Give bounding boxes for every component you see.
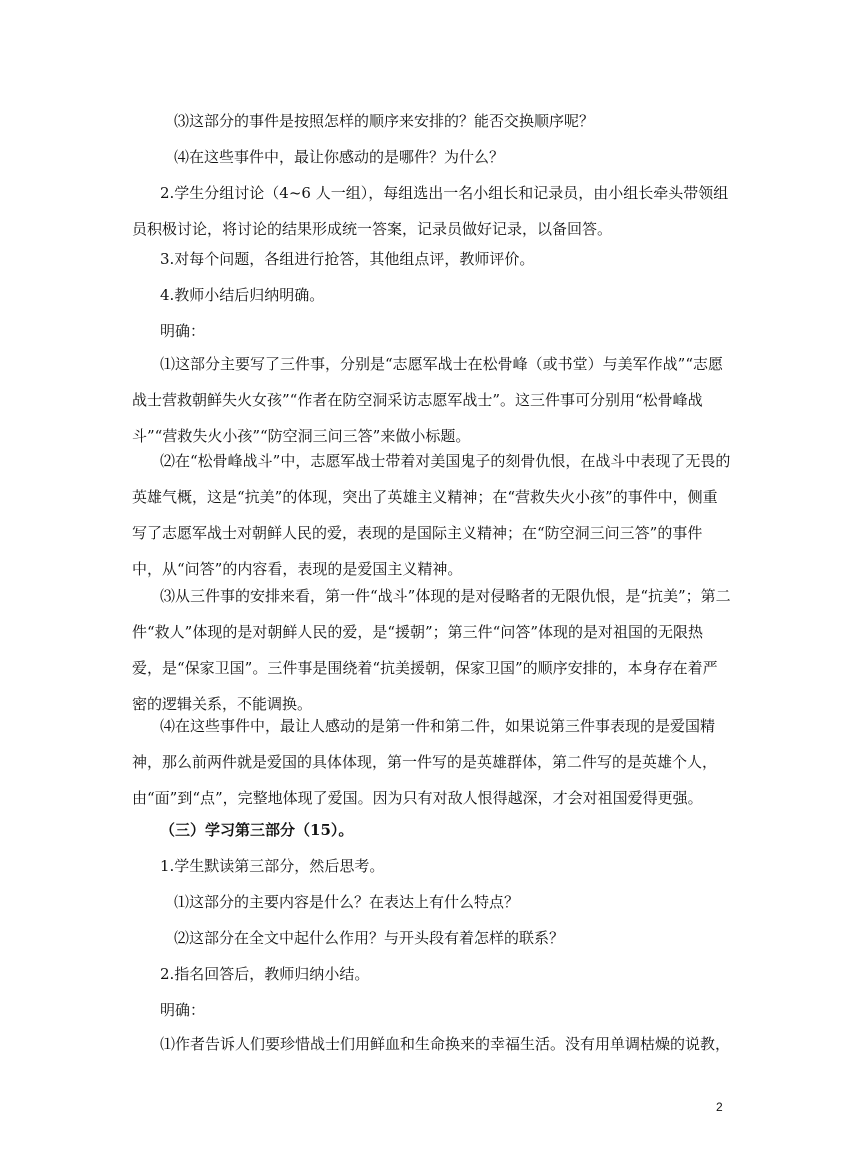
answer-2: ⑵在“松骨峰战斗”中，志愿军战士带着对美国鬼子的刻骨仇恨，在战斗中表现了无畏的英雄气概，这是“抗美”的体现，突出了英雄主义精神；在“营救失火小孩”的事件中，侧重写了志愿军战士对朝鲜人民的爱，表现的是国际主义精神；在“防空洞三问三答”的事件中，从“问答”的内容看，表现的是爱国主义精神。 bbox=[132, 452, 731, 578]
answer-4: ⑷在这些事件中，最让人感动的是第一件和第二件，如果说第三件事表现的是爱国精神，那么前两件就是爱国的具体体现，第一件写的是英雄群体，第二件写的是英雄个人，由“面”到“点”，完整地体现了爱国。因为只有对敌人恨得越深，才会对祖国爱得更强。 bbox=[132, 717, 718, 807]
clarification-label: 明确： bbox=[160, 322, 206, 340]
clarification-label-2: 明确： bbox=[160, 1001, 206, 1019]
answer-3: ⑶从三件事的安排来看，第一件“战斗”体现的是对侵略者的无限仇恨，是“抗美”；第二件“救人”体现的是对朝鲜人民的爱，是“援朝”；第三件“问答”体现的是对祖国的无限热爱，是“保家卫国”。三件事是围绕着“抗美援朝，保家卫国”的顺序安排的，本身存在着严密的逻辑关系，不能调换。 bbox=[132, 587, 731, 713]
step-1-paragraph: 1.学生默读第三部分，然后思考。 bbox=[160, 857, 385, 875]
question-4: ⑷在这些事件中，最让你感动的是哪件？为什么？ bbox=[174, 148, 505, 166]
section-heading: （三）学习第三部分（15）。 bbox=[160, 821, 354, 839]
step-2-paragraph: 2.学生分组讨论（4~6 人一组），每组选出一名小组长和记录员，由小组长牵头带领组员积极讨论，将讨论的结果形成统一答案，记录员做好记录，以备回答。 bbox=[132, 184, 729, 238]
question-3: ⑶这部分的事件是按照怎样的顺序来安排的？能否交换顺序呢？ bbox=[174, 112, 595, 130]
step-2-summary: 2.指名回答后，教师归纳小结。 bbox=[160, 965, 370, 983]
answer-final: ⑴作者告诉人们要珍惜战士们用鲜血和生命换来的幸福生活。没有用单调枯燥的说教， bbox=[160, 1035, 731, 1053]
step-4-paragraph: 4.教师小结后归纳明确。 bbox=[160, 286, 325, 304]
page-number: 2 bbox=[716, 1100, 723, 1114]
answer-1: ⑴这部分主要写了三件事，分别是“志愿军战士在松骨峰（或书堂）与美军作战”“志愿战士营救朝鲜失火女孩”“作者在防空洞采访志愿军战士”。这三件事可分别用“松骨峰战斗”“营救失火小孩”“防空洞三问三答”来做小标题。 bbox=[132, 355, 724, 445]
question-2: ⑵这部分在全文中起什么作用？与开头段有着怎样的联系？ bbox=[174, 929, 565, 947]
question-1: ⑴这部分的主要内容是什么？在表达上有什么特点？ bbox=[174, 893, 520, 911]
step-3-paragraph: 3.对每个问题，各组进行抢答，其他组点评，教师评价。 bbox=[160, 250, 535, 268]
